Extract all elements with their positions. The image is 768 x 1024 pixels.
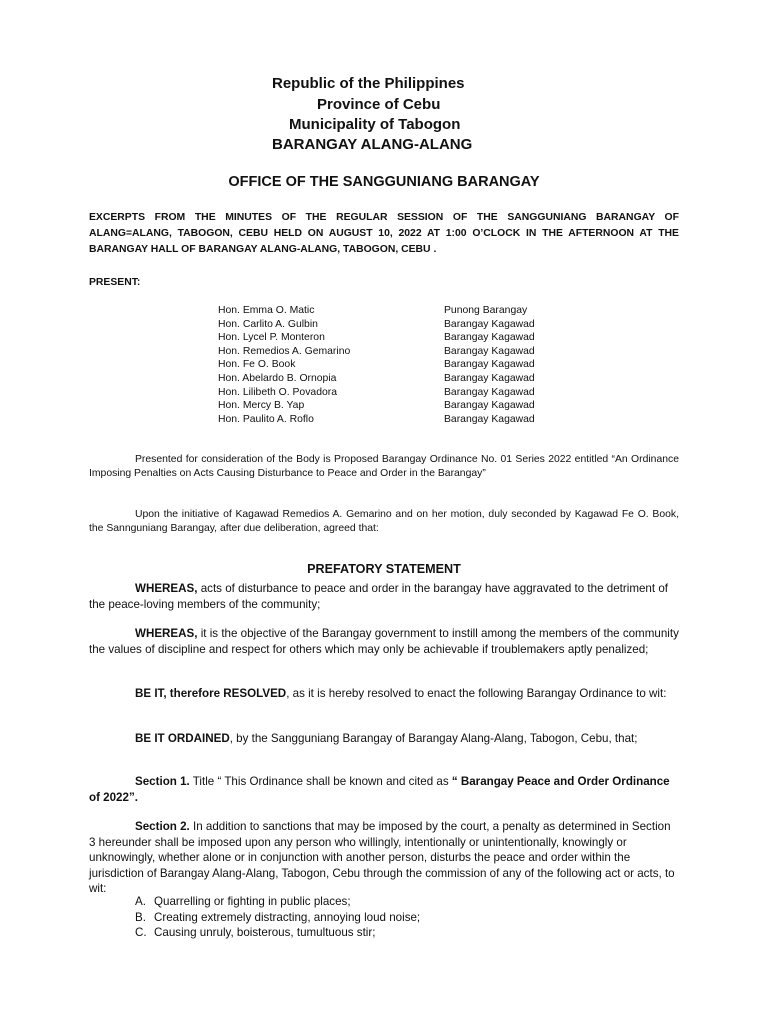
header-barangay: BARANGAY ALANG-ALANG bbox=[272, 136, 473, 153]
section-1-paragraph bbox=[89, 774, 679, 805]
ordained-paragraph bbox=[89, 731, 679, 747]
member-row bbox=[218, 358, 535, 372]
member-row bbox=[218, 318, 535, 332]
member-position: Barangay Kagawad bbox=[444, 400, 535, 412]
list-item bbox=[135, 925, 420, 941]
member-position: Barangay Kagawad bbox=[444, 386, 535, 398]
member-name: Hon. Remedios A. Gemarino bbox=[218, 345, 351, 357]
section-1-lead: Section 1. bbox=[135, 775, 190, 788]
list-letter: A. bbox=[135, 895, 146, 908]
resolved-lead: BE IT, therefore RESOLVED bbox=[135, 687, 287, 700]
prohibited-acts-list bbox=[135, 894, 420, 941]
member-position: Barangay Kagawad bbox=[444, 372, 535, 384]
member-name: Hon. Carlito A. Gulbin bbox=[218, 318, 318, 330]
minutes-excerpt: EXCERPTS FROM THE MINUTES OF THE REGULAR SESSION OF THE SANGGUNIANG BARANGAY OF ALANG=ALANG, TABOGON, CEBU HELD ON AUGUST 10, 2022 AT 1:00 O’CLOCK IN THE AFTERNOON AT THE BARANGAY HALL OF BARANGAY ALANG-ALANG, TABOGON, CEBU . bbox=[89, 212, 679, 255]
list-letter: C. bbox=[135, 926, 147, 939]
members-list bbox=[218, 304, 535, 426]
member-row bbox=[218, 386, 535, 400]
section-1-text: Title “ This Ordinance shall be known and cited as bbox=[189, 775, 452, 788]
member-name: Hon. Fe O. Book bbox=[218, 359, 296, 371]
list-item bbox=[135, 894, 420, 910]
list-letter: B. bbox=[135, 910, 146, 924]
member-position: Barangay Kagawad bbox=[444, 318, 535, 330]
member-row bbox=[218, 413, 535, 427]
member-row bbox=[218, 372, 535, 386]
header-municipality: Municipality of Tabogon bbox=[289, 116, 461, 133]
member-position: Barangay Kagawad bbox=[444, 413, 535, 425]
office-title: OFFICE OF THE SANGGUNIANG BARANGAY bbox=[228, 174, 540, 190]
section-2-lead: Section 2. bbox=[135, 820, 190, 833]
header-province: Province of Cebu bbox=[317, 96, 441, 113]
initiative-paragraph: Upon the initiative of Kagawad Remedios A. Gemarino and on her motion, duly seconded by Kagawad Fe O. Book, the Sannguniang Barangay, after due deliberation, agreed that: bbox=[89, 509, 679, 534]
whereas-paragraph-1 bbox=[89, 581, 679, 612]
member-position: Barangay Kagawad bbox=[444, 359, 535, 371]
list-text: Causing unruly, boisterous, tumultuous stir; bbox=[154, 926, 376, 939]
member-row bbox=[218, 399, 535, 413]
member-row bbox=[218, 304, 535, 318]
ordinance-title: “ Barangay Peace and Order Ordinance of 2022”. bbox=[89, 775, 670, 804]
prefatory-statement-title: PREFATORY STATEMENT bbox=[307, 562, 461, 576]
resolved-text: , as it is hereby resolved to enact the following Barangay Ordinance to wit: bbox=[286, 687, 667, 700]
member-name: Hon. Mercy B. Yap bbox=[218, 400, 305, 412]
whereas-lead: WHEREAS, bbox=[135, 627, 198, 640]
whereas-lead: WHEREAS, bbox=[135, 582, 198, 595]
list-text: Creating extremely distracting, annoying loud noise; bbox=[154, 910, 421, 924]
present-label: PRESENT: bbox=[89, 277, 141, 288]
member-row bbox=[218, 345, 535, 359]
member-position: Barangay Kagawad bbox=[444, 345, 535, 357]
whereas-text: it is the objective of the Barangay government to instill among the members of the community the values of discipline and respect for others which may only be achievable if troublemakers aptly penalized; bbox=[89, 627, 679, 656]
header-republic: Republic of the Philippines bbox=[272, 75, 465, 92]
presented-paragraph: Presented for consideration of the Body is Proposed Barangay Ordinance No. 01 Series 2022 entitled “An Ordinance Imposing Penalties on Acts Causing Disturbance to Peace and Order in the Barangay” bbox=[89, 454, 679, 479]
ordained-lead: BE IT ORDAINED bbox=[135, 732, 230, 745]
member-row bbox=[218, 331, 535, 345]
member-position: Punong Barangay bbox=[444, 305, 528, 316]
member-name: Hon. Emma O. Matic bbox=[218, 305, 315, 316]
member-name: Hon. Lycel P. Monteron bbox=[218, 332, 325, 344]
resolved-paragraph bbox=[89, 686, 679, 702]
member-name: Hon. Paulito A. Roflo bbox=[218, 413, 314, 425]
whereas-text: acts of disturbance to peace and order in the barangay have aggravated to the detriment of the peace-loving members of the community; bbox=[89, 582, 668, 611]
list-item bbox=[135, 910, 420, 926]
member-position: Barangay Kagawad bbox=[444, 332, 535, 344]
whereas-paragraph-2 bbox=[89, 626, 679, 657]
list-text: Quarrelling or fighting in public places; bbox=[154, 895, 351, 908]
section-2-paragraph bbox=[89, 819, 679, 897]
member-name: Hon. Abelardo B. Ornopia bbox=[218, 372, 337, 384]
member-name: Hon. Lilibeth O. Povadora bbox=[218, 386, 337, 398]
ordained-text: , by the Sangguniang Barangay of Barangay Alang-Alang, Tabogon, Cebu, that; bbox=[229, 732, 638, 745]
section-2-text: In addition to sanctions that may be imposed by the court, a penalty as determined in Section 3 hereunder shall be imposed upon any person who willingly, intentionally or unintentionally, knowingly or unknowingly, whether alone or in conjunction with another person, disturbs the peace and order within the jurisdiction of Barangay Alang-Alang, Tabogon, Cebu through the commission of any of the following act or acts, to wit: bbox=[89, 820, 675, 895]
